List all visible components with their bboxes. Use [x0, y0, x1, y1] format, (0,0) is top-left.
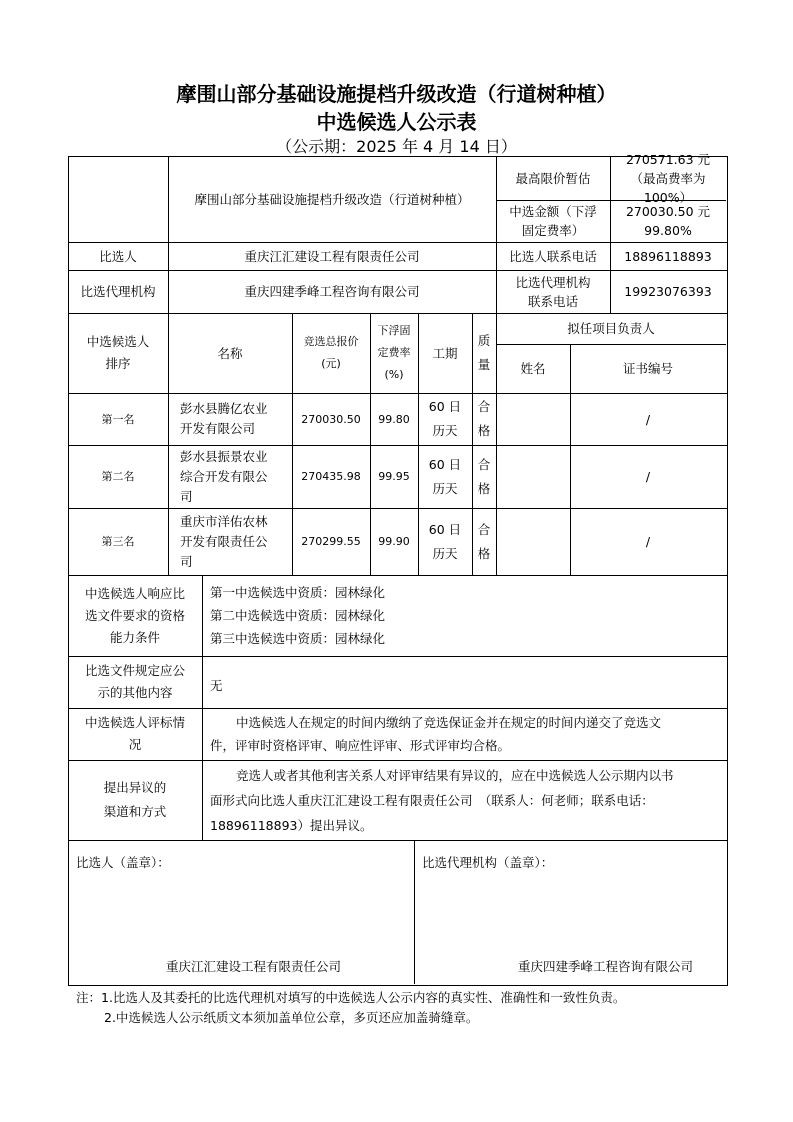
quality-line2: 格: [477, 423, 491, 438]
candidate-rate: [370, 393, 418, 445]
agent-phone-label-line1: 比选代理机构: [515, 274, 591, 290]
agent-value: 重庆四建季峰工程咨询有限公司: [244, 284, 420, 299]
win-rate-value: 99.80%: [644, 223, 692, 238]
agent-phone-value: 19923076393: [624, 284, 712, 299]
rate-text: 99.90: [378, 535, 410, 548]
cert-text: /: [645, 469, 651, 484]
candidate-quality: [472, 508, 496, 575]
cert-text: /: [645, 411, 651, 427]
other-label: [68, 656, 202, 708]
buyer-phone-label: 比选人联系电话: [509, 248, 597, 264]
agent-phone-label-line2: 联系电话: [527, 293, 578, 309]
header-rank-line2: 排序: [105, 356, 131, 371]
period-line2: 历天: [432, 545, 458, 561]
candidate-period: [418, 393, 472, 445]
period-line1: 60 日: [428, 399, 462, 414]
header-manager: 拟任项目负责人: [567, 321, 655, 336]
qual-label-line1: 中选候选人响应比: [84, 585, 185, 601]
note-line1: 注：1.比选人及其委托的比选代理机对填写的中选候选人公示内容的真实性、准确性和一致性负责。: [76, 990, 626, 1005]
quality-line1: 合: [477, 456, 491, 472]
header-rank-line1: 中选候选人: [86, 334, 150, 349]
max-price-cell: [610, 151, 726, 205]
rank-text: 第二名: [101, 470, 135, 483]
candidate-manager: [496, 393, 570, 445]
other-label-line2: 示的其他内容: [97, 685, 173, 700]
seal-buyer-label: 比选人（盖章）：: [76, 855, 170, 870]
candidate-rank: [68, 445, 168, 508]
eval-text-line2: 件，评审时资格评审、响应性评审、形式评审均合格。: [210, 738, 511, 753]
agent-label: 比选代理机构: [80, 284, 156, 299]
qual-label-line3: 能力条件: [109, 629, 160, 645]
project-name: 摩围山部分基础设施提档升级改造（行道树种植）: [194, 191, 470, 207]
rate-text: 99.80: [378, 412, 410, 426]
header-rank: [68, 313, 168, 393]
eval-label-line2: 况: [128, 737, 142, 752]
candidate-price: [292, 393, 370, 445]
eval-label-line1: 中选候选人评标情: [84, 715, 185, 730]
name-line2: 综合开发有限公: [180, 468, 268, 484]
other-label-line1: 比选文件规定应公: [84, 663, 185, 678]
qual-label: [68, 575, 202, 656]
name-line3: 司: [180, 488, 193, 504]
objection-text-line1: 竞选人或者其他利害关系人对评审结果有异议的，应在中选候选人公示期内以书: [236, 768, 674, 783]
page-title: 摩围山部分基础设施提档升级改造（行道树种植）: [176, 82, 617, 106]
name-line1: 彭水县振景农业: [180, 448, 268, 464]
header-rate: [370, 313, 418, 393]
candidate-cert: [570, 508, 726, 575]
win-amount-label: [496, 200, 610, 242]
candidate-name: [168, 393, 292, 445]
buyer-label: 比选人: [99, 248, 137, 264]
price-text: 270030.50: [301, 412, 361, 426]
candidate-rank: [68, 393, 168, 445]
header-quality-line2: 量: [477, 357, 491, 372]
seal-agent-label: 比选代理机构（盖章）：: [422, 855, 554, 870]
qual-line-1: 第一中选候选中资质：园林绿化: [210, 585, 386, 600]
candidate-rate: [370, 508, 418, 575]
win-amount-label-line2: 固定费率）: [521, 223, 585, 238]
candidate-rank: [68, 508, 168, 575]
header-mgr-name: 姓名: [520, 361, 546, 376]
win-amount-label-line1: 中选金额（下浮: [509, 204, 597, 219]
price-text: 270299.55: [301, 535, 361, 548]
header-quality-line1: 质: [477, 333, 491, 348]
qual-line-2: 第二中选候选中资质：园林绿化: [210, 608, 386, 623]
qual-line-3: 第三中选候选中资质：园林绿化: [210, 631, 386, 646]
objection-label-line1: 提出异议的: [103, 780, 167, 795]
period-line2: 历天: [432, 423, 458, 438]
candidate-name: [168, 508, 292, 575]
rate-text: 99.95: [378, 470, 410, 483]
name-line3: 司: [180, 553, 193, 569]
name-line1: 重庆市洋佑农林: [180, 513, 268, 529]
seal-buyer-name: 重庆江汇建设工程有限责任公司: [166, 959, 342, 974]
objection-text-line3: 18896118893）提出异议。: [210, 818, 373, 833]
price-text: 270435.98: [301, 470, 361, 483]
rank-text: 第一名: [101, 412, 135, 426]
other-value: 无: [210, 678, 223, 693]
header-rate-line1: 下浮固: [377, 324, 411, 337]
candidate-rate: [370, 445, 418, 508]
header-quality: [472, 313, 496, 393]
objection-label: [68, 760, 202, 840]
publication-period: （公示期：2025 年 4 月 14 日）: [276, 137, 517, 156]
note-line2: 2.中选候选人公示纸质文本须加盖单位公章，多页还应加盖骑缝章。: [104, 1010, 479, 1025]
buyer-phone-value: 18896118893: [624, 248, 712, 264]
name-line2: 开发有限责任公: [180, 533, 268, 549]
quality-line2: 格: [477, 545, 491, 561]
header-rate-line3: (%): [384, 368, 404, 381]
name-line1: 彭水县腾亿农业: [180, 401, 268, 416]
page-subtitle: 中选候选人公示表: [316, 110, 477, 134]
buyer-value: 重庆江汇建设工程有限责任公司: [244, 248, 420, 264]
quality-line1: 合: [477, 521, 491, 537]
candidate-quality: [472, 393, 496, 445]
seal-agent-name: 重庆四建季峰工程咨询有限公司: [518, 959, 694, 974]
candidate-manager: [496, 445, 570, 508]
header-price: [292, 313, 370, 393]
header-rate-line2: 定费率: [377, 346, 411, 359]
period-line1: 60 日: [428, 521, 462, 537]
candidate-period: [418, 445, 472, 508]
header-price-line2: (元): [321, 357, 341, 370]
max-price-value: 270571.63 元: [625, 151, 711, 167]
eval-label: [68, 708, 202, 760]
candidate-manager: [496, 508, 570, 575]
candidate-period: [418, 508, 472, 575]
candidate-price: [292, 508, 370, 575]
candidate-cert: [570, 445, 726, 508]
candidate-cert: [570, 393, 726, 445]
candidate-price: [292, 445, 370, 508]
period-line2: 历天: [432, 480, 458, 496]
candidate-quality: [472, 445, 496, 508]
period-line1: 60 日: [428, 456, 462, 472]
cert-text: /: [645, 534, 651, 549]
objection-label-line2: 渠道和方式: [103, 804, 167, 819]
header-period: 工期: [432, 345, 458, 361]
quality-line1: 合: [477, 399, 491, 414]
agent-phone-label: [496, 270, 610, 313]
objection-text-line2: 面形式向比选人重庆江汇建设工程有限责任公司 （联系人：何老师；联系电话：: [210, 793, 654, 808]
win-amount-cell: [610, 200, 726, 242]
rank-text: 第三名: [101, 535, 135, 548]
eval-text-line1: 中选候选人在规定的时间内缴纳了竞选保证金并在规定的时间内递交了竞选文: [236, 715, 662, 730]
qual-label-line2: 选文件要求的资格: [84, 607, 185, 623]
header-price-line1: 竞选总报价: [303, 335, 359, 348]
max-price-label: 最高限价暂估: [515, 170, 591, 186]
name-line2: 开发有限公司: [180, 421, 256, 436]
win-amount-value: 270030.50 元: [625, 204, 711, 219]
quality-line2: 格: [477, 480, 491, 496]
header-name: 名称: [217, 345, 243, 361]
max-price-note: （最高费率为 100%）: [630, 170, 706, 205]
candidate-name: [168, 445, 292, 508]
header-cert: 证书编号: [622, 361, 673, 376]
